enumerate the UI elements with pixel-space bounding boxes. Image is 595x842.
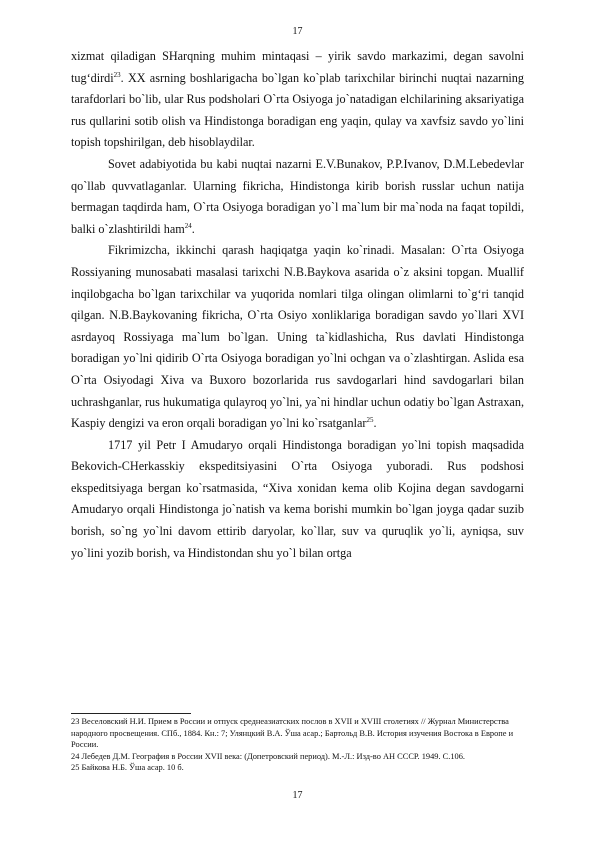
footnote-23: 23 Веселовский Н.И. Прием в России и отпуск среднеазиатских послов в XVII и XVIII столетиях // Журнал Министерства народного просвещения. СПб., 1884. Кн.: 7; Улянцкий В.А. Ўша асар.; Бартольд В.В. История изучения Востока в Европе и России.	[71, 717, 514, 750]
paragraph-text: Sovet adabiyotida bu kabi nuqtai nazarni E.V.Bunakov, P.P.Ivanov, D.M.Lebedevlar qo`llab quvvatlaganlar. Ularning fikricha, Hindistonga kirib borish russlar uchun natija bermagan taqdirda ham, O`rta Osiyoga boradigan yo`l ma`lum bir ma`noda na faqat topildi, balki o`zlashtirildi ham	[71, 156, 524, 236]
footnote-ref-25[interactable]: 25	[366, 416, 374, 425]
footnotes	[71, 716, 531, 774]
paragraph-4	[71, 435, 524, 565]
paragraph-2	[71, 154, 524, 240]
paragraph-text: . XX asrning boshlarigacha bo`lgan ko`plab tarixchilar birinchi nuqtai nazarning tarafdorlari bo`lib, ular Rus podsholari O`rta Osiyoga jo`natadigan elchilarining aksariyatiga rus qullarini sotib olish va Hindistonga boradigan eng yaqin, qulay va xavfsiz savdo yo`lini topish topshirilgan, deb hisoblaydilar.	[71, 70, 524, 150]
paragraph-text: .	[191, 221, 195, 236]
page-number-bottom: 17	[292, 790, 303, 801]
paragraph-text: 1717 yil Petr I Amudaryo orqali Hindistonga boradigan yo`lni topish maqsadida Bekovich-CHerkasskiy ekspeditsiyasini O`rta Osiyoga yuboradi. Rus podshosi ekspeditsiyaga bergan ko`rsatmasida, “Xiva xonidan kema olib Kojina degan savdogarni Amudaryo orqali Hindistonga jo`natish va kema borishi mumkin bo`lgan joyga qadar suzib borish, so`ng yo`lni davom ettirib daryolar, ko`llar, suv va quruqlik yo`li, ayniqsa, suv yo`lini yozib borish, va Hindistondan shu yo`l bilan ortga	[71, 437, 524, 560]
footnote-25: 25 Байкова Н.Б. Ўша асар. 10 б.	[71, 763, 184, 773]
body-text	[71, 46, 524, 564]
footnote-ref-24[interactable]: 24	[184, 221, 192, 230]
paragraph-text: .	[373, 416, 377, 431]
paragraph-1	[71, 46, 524, 154]
footnote-separator	[71, 713, 191, 714]
paragraph-text: xizmat qiladigan SHarqning muhim mintaqasi – yirik savdo markazimi, degan savolni tug‘dirdi	[71, 49, 524, 85]
page-number-top: 17	[292, 26, 303, 37]
paragraph-3	[71, 240, 524, 434]
footnote-ref-23[interactable]: 23	[113, 70, 121, 79]
paragraph-text: Fikrimizcha, ikkinchi qarash haqiqatga yaqin ko`rinadi. Masalan: O`rta Osiyoga Rossiyaning munosabati masalasi tarixchi N.B.Baykova asarida o`z aksini topgan. Muallif inqilobgacha bo`lgan tarixchilar va yuqorida nomlari tilga olingan olimlarni to`g‘ri tanqid qilgan. N.B.Baykovaning fikricha, O`rta Osiyo xonliklariga boradigan savdo yo`llari XVI asrdayoq Rossiyaga ma`lum bo`lgan. Uning ta`kidlashicha, Rus davlati Hindistonga boradigan yo`lni qidirib O`rta Osiyoga boradigan yo`lni ochgan va o`zlashtirgan. Aslida esa O`rta Osiyodagi Xiva va Buxoro bozorlarida rus savdogarlari hind savdogarlari bilan uchrashganlar, rus hukumatiga qulayroq yo`lni, ya`ni hindlar uchun odatiy bo`lgan Astraxan, Kaspiy dengizi va eron orqali boradigan yo`lni ko`rsatganlar	[71, 243, 524, 431]
footnote-24: 24 Лебедев Д.М. География в России XVII века: (Допетровский период). М.-Л.: Изд-во АН СССР. 1949. С.106.	[71, 751, 465, 761]
